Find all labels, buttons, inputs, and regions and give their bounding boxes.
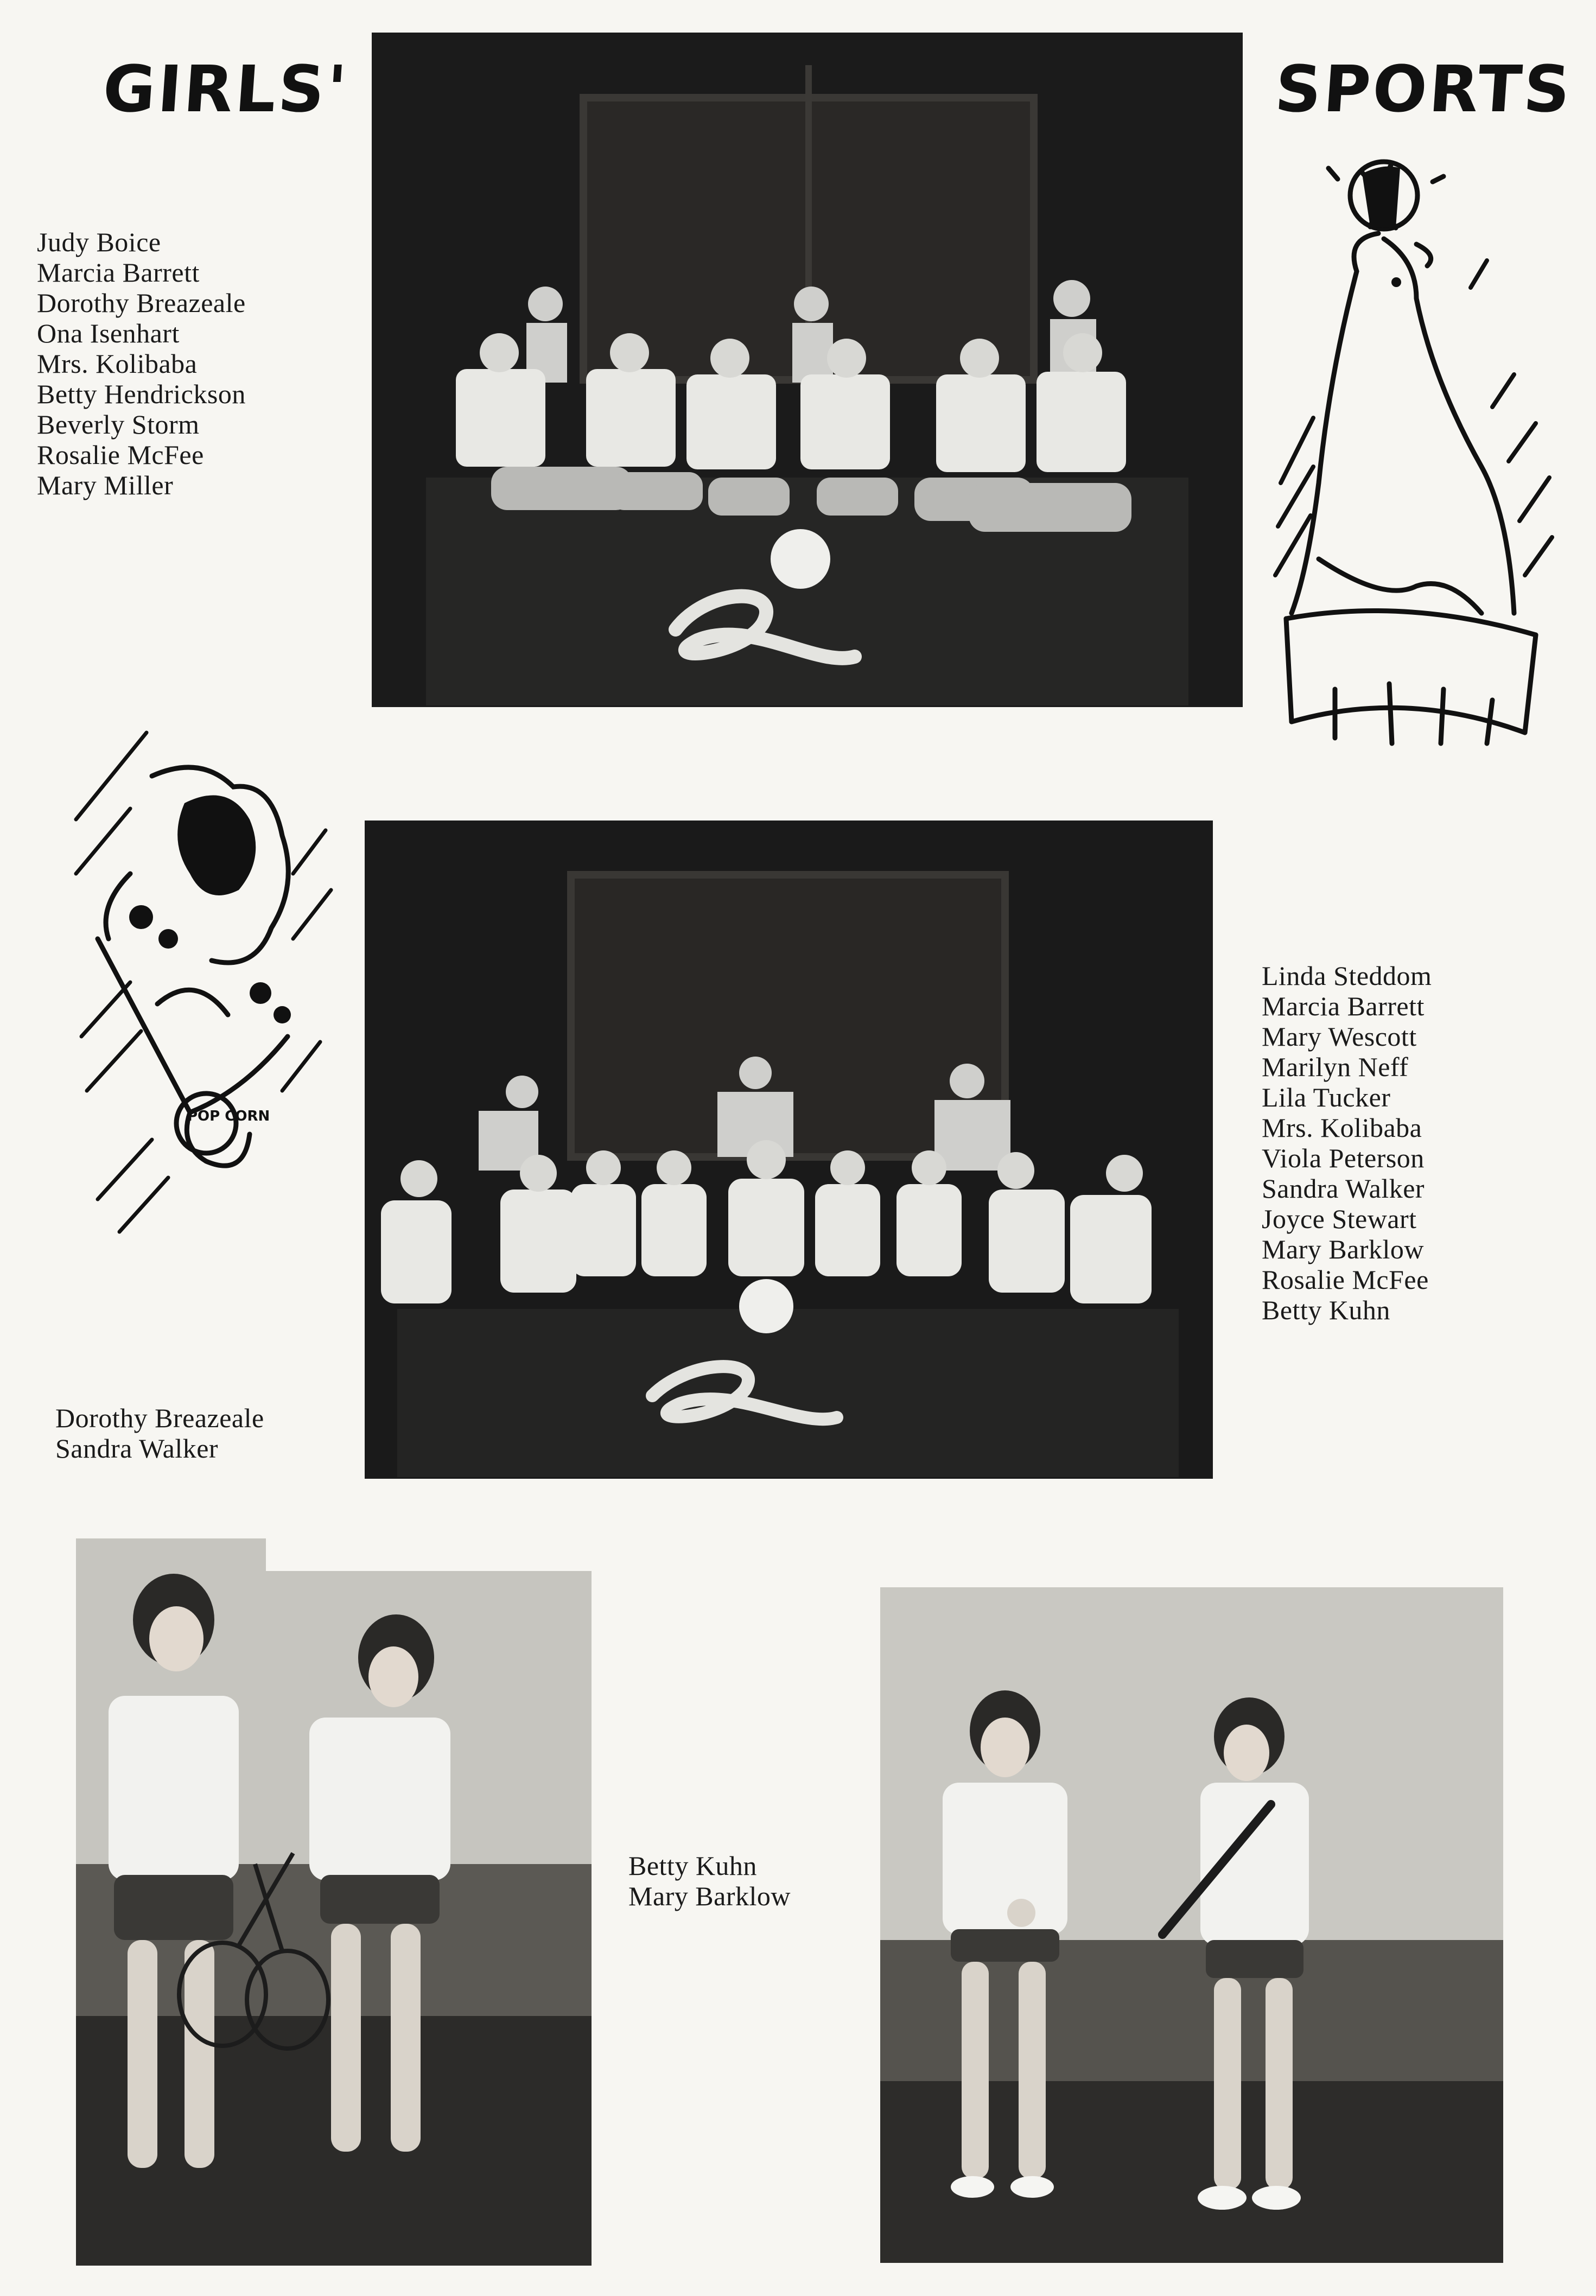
seal-with-ball-drawing xyxy=(1254,147,1557,765)
team-one-name-list: Judy Boice Marcia Barrett Dorothy Breazeale Ona Isenhart Mrs. Kolibaba Betty Hendrickson Beverly Storm Rosalie McFee Mary Miller xyxy=(37,227,246,500)
page-title-right: SPORTS xyxy=(1273,52,1575,126)
team-photo-one xyxy=(372,33,1243,707)
team-two-name-list: Linda Steddom Marcia Barrett Mary Wescott Marilyn Neff Lila Tucker Mrs. Kolibaba Viola Peterson Sandra Walker Joyce Stewart Mary Barklow Rosalie McFee Betty Kuhn xyxy=(1262,961,1432,1325)
page-title-left: GIRLS' xyxy=(100,52,351,126)
popcorn-bag-label: POP CORN xyxy=(187,1108,270,1124)
team-photo-two xyxy=(365,821,1213,1479)
popcorn-drawing xyxy=(65,711,336,1264)
softball-caption: Betty Kuhn Mary Barklow xyxy=(628,1850,791,1911)
badminton-caption: Dorothy Breazeale Sandra Walker xyxy=(55,1403,264,1464)
badminton-photo xyxy=(76,1538,592,2266)
softball-photo xyxy=(880,1587,1503,2263)
